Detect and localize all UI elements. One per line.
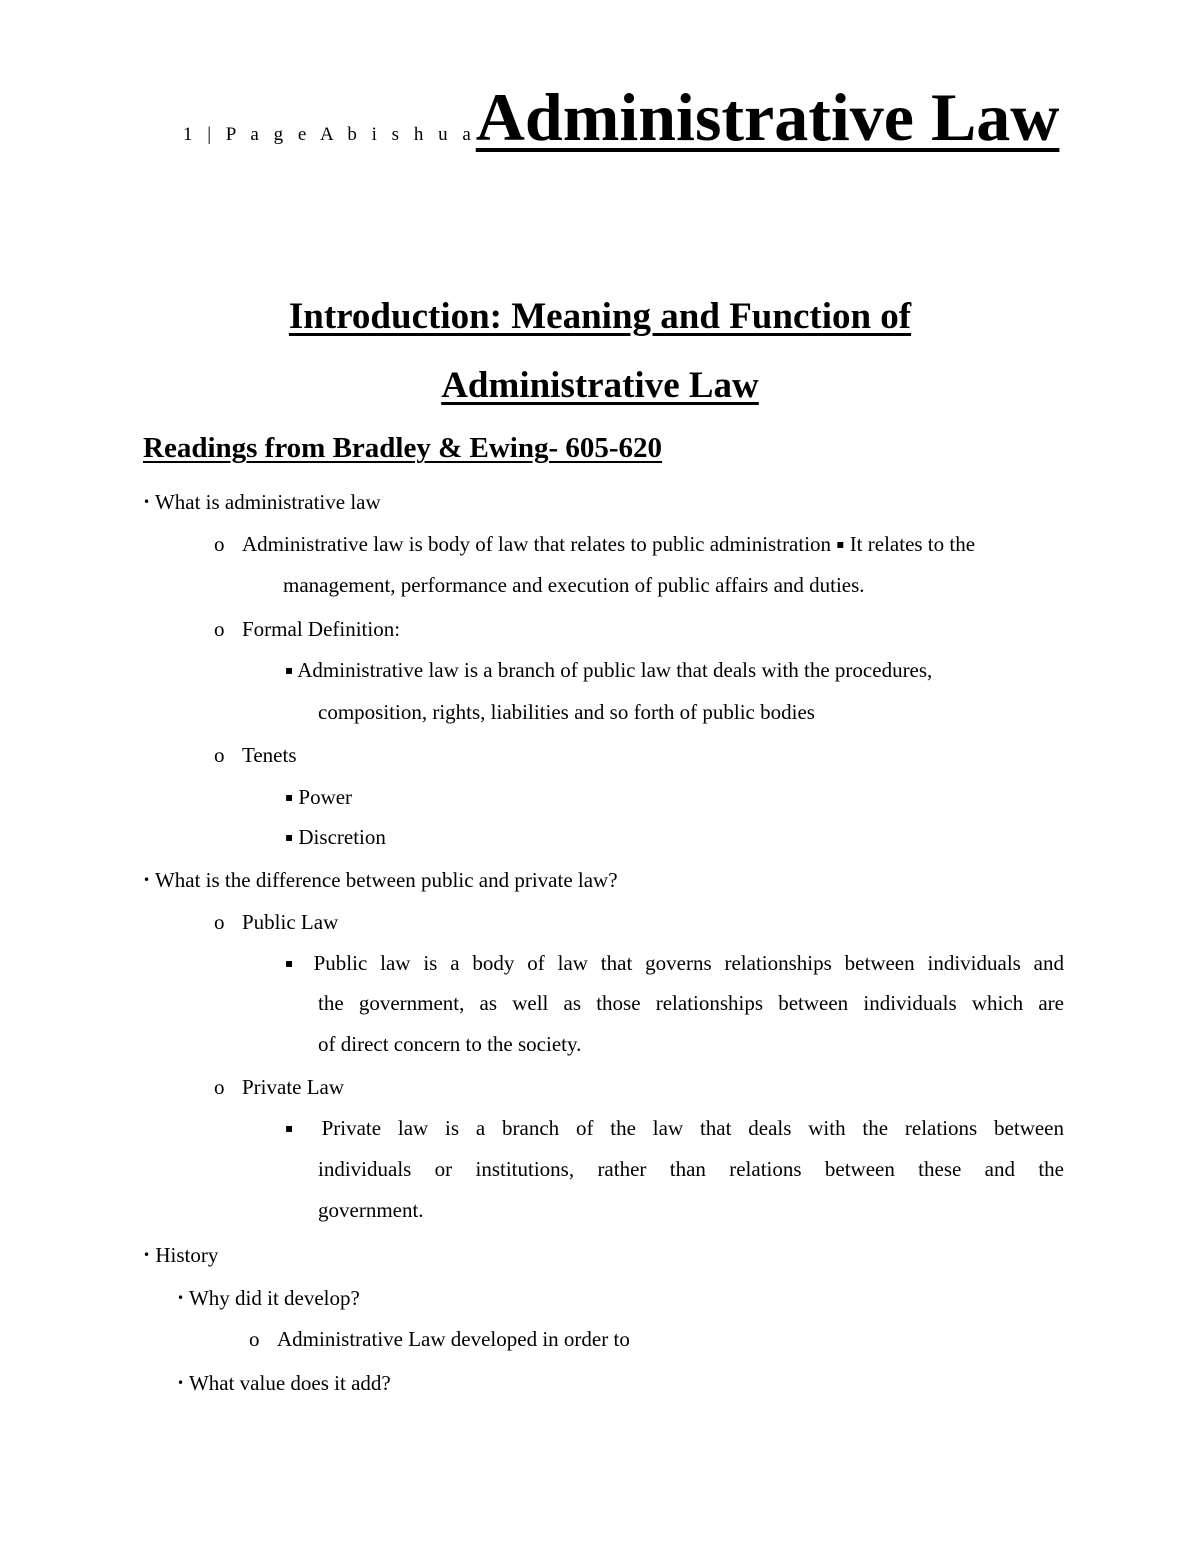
bullet-marker: • [177, 1376, 185, 1390]
list-item: • What is the difference between public and private law? [143, 868, 618, 892]
circle-marker: o [249, 1327, 260, 1351]
list-item-continuation: of direct concern to the society. [318, 1032, 582, 1056]
square-marker: ▪ [285, 663, 294, 677]
list-item: o Public Law [214, 910, 339, 934]
list-item: ▪ Public law is a body of law that governs relationships between individuals and [285, 951, 1065, 975]
list-item: o Private Law [214, 1075, 345, 1099]
circle-marker: o [214, 532, 225, 556]
readings-subheading: Readings from Bradley & Ewing- 605-620 [143, 432, 663, 464]
list-item: o Administrative law is body of law that relates to public administration ▪ It relates to the [214, 532, 976, 556]
list-item: o Tenets [214, 743, 297, 767]
list-item-continuation: the government, as well as those relationships between individuals which are [318, 991, 1064, 1015]
square-marker: ▪ [285, 956, 301, 970]
list-item: ▪ Private law is a branch of the law that deals with the relations between [285, 1116, 1065, 1140]
square-marker: ▪ [285, 790, 294, 804]
circle-marker: o [214, 617, 225, 641]
square-marker: ▪ [836, 537, 845, 551]
list-item: ▪ Administrative law is a branch of public law that deals with the procedures, [285, 658, 933, 682]
list-item: o Formal Definition: [214, 617, 401, 641]
document-title: Administrative Law [475, 79, 1060, 155]
page-header [183, 78, 1059, 157]
bullet-marker: • [143, 873, 151, 887]
list-item-continuation: composition, rights, liabilities and so forth of public bodies [318, 700, 815, 724]
list-item: ▪ Power [285, 785, 353, 809]
square-marker: ▪ [285, 1121, 305, 1135]
list-item-continuation: individuals or institutions, rather than relations between these and the [318, 1157, 1064, 1181]
page-number-label: 1 | P a g e A b i s h u a [183, 124, 476, 145]
circle-marker: o [214, 910, 225, 934]
section-heading-line1: Introduction: Meaning and Function of [288, 296, 912, 337]
square-marker: ▪ [285, 830, 294, 844]
list-item-continuation: management, performance and execution of public affairs and duties. [283, 573, 865, 597]
bullet-marker: • [143, 495, 151, 509]
list-item-continuation: government. [318, 1198, 424, 1222]
section-heading-line2: Administrative Law [441, 365, 759, 406]
circle-marker: o [214, 1075, 225, 1099]
list-item: • What value does it add? [177, 1371, 391, 1395]
list-item: o Administrative Law developed in order to [249, 1327, 630, 1351]
bullet-marker: • [143, 1248, 151, 1262]
list-item: ▪ Discretion [285, 825, 386, 849]
circle-marker: o [214, 743, 225, 767]
list-item: • Why did it develop? [177, 1286, 360, 1310]
list-item: • History [143, 1243, 219, 1267]
bullet-marker: • [177, 1291, 185, 1305]
list-item: • What is administrative law [143, 490, 381, 514]
